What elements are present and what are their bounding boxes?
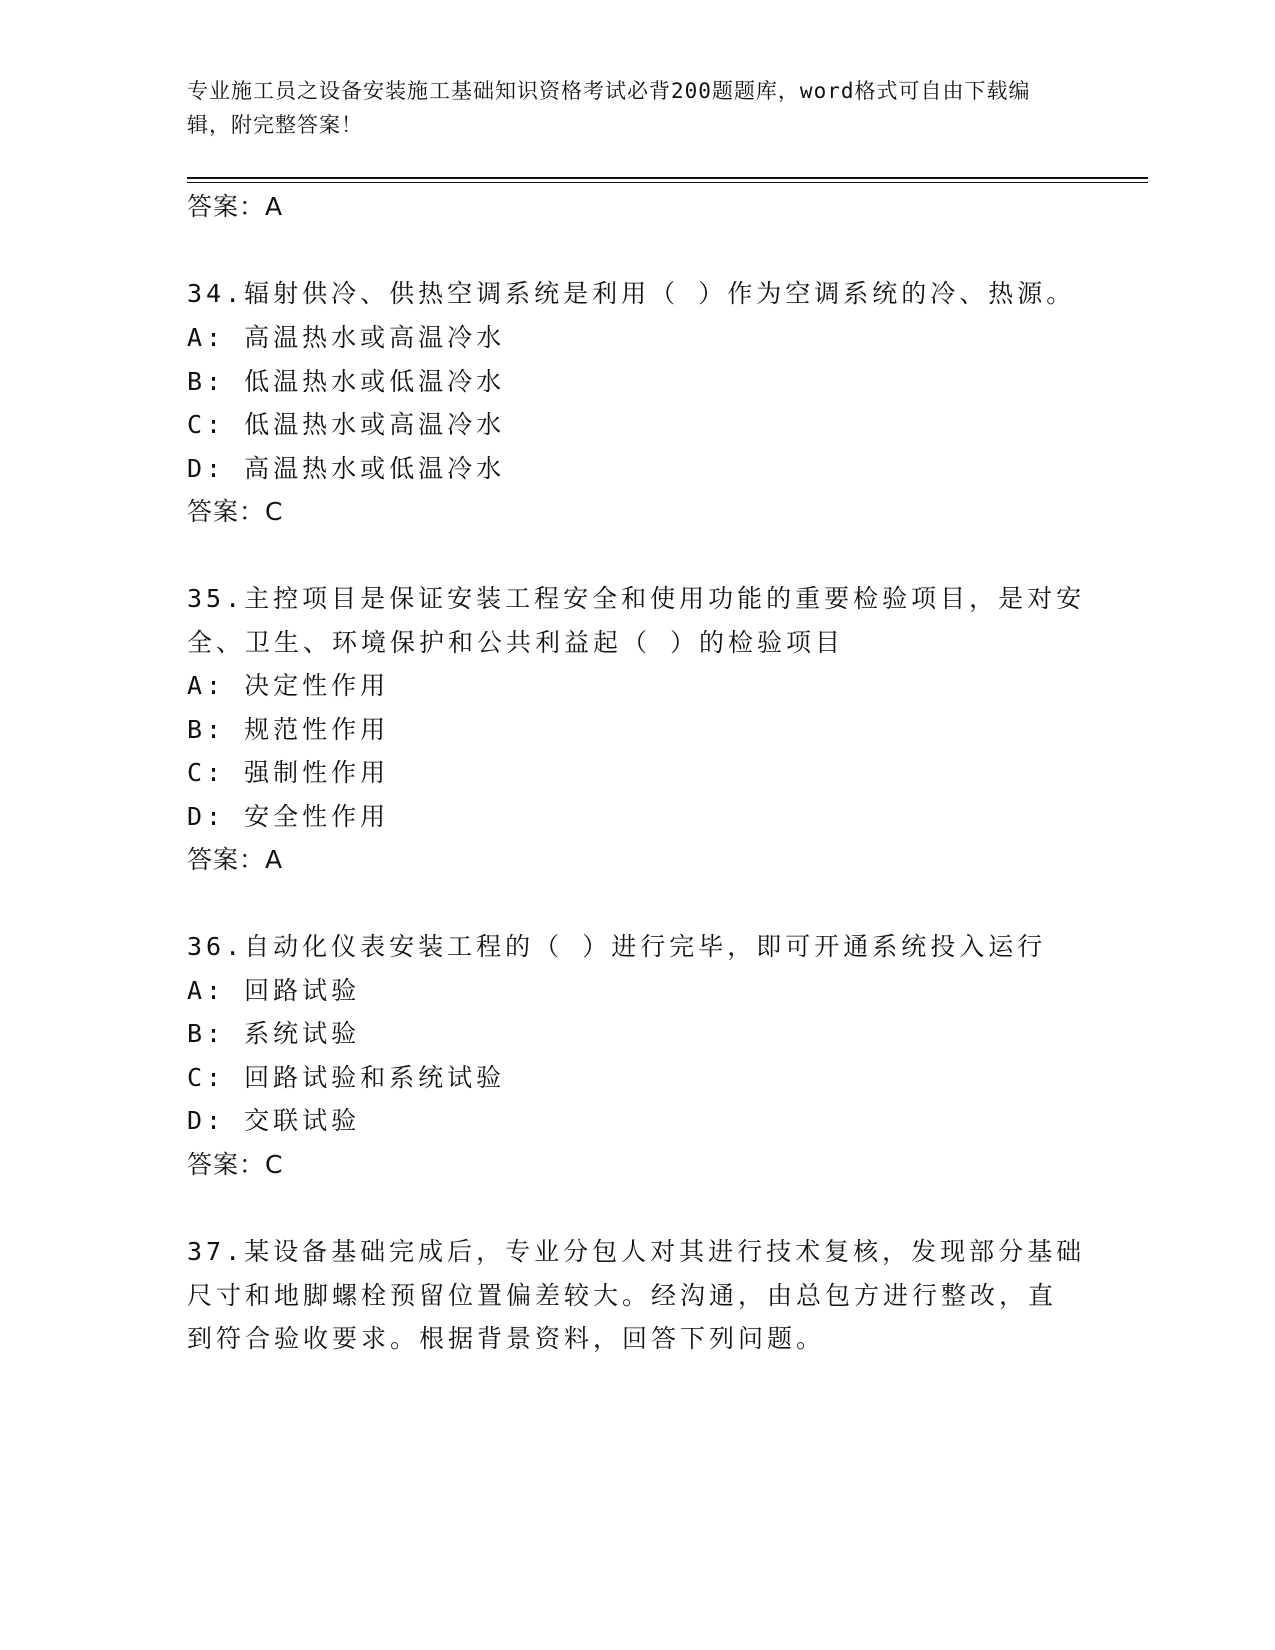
answer-36: 答案：C xyxy=(187,1150,284,1179)
question-34-stem: 34.辐射供冷、供热空调系统是利用（ ）作为空调系统的冷、热源。 xyxy=(187,279,1076,308)
question-35-option-a: A: 决定性作用 xyxy=(187,671,390,700)
question-36-option-a: A: 回路试验 xyxy=(187,976,361,1005)
question-35-stem-line-2: 全、卫生、环境保护和公共利益起（ ）的检验项目 xyxy=(187,628,845,657)
header-divider-thick xyxy=(187,177,1148,179)
question-35-option-b: B: 规范性作用 xyxy=(187,715,390,744)
question-34-option-d: D: 高温热水或低温冷水 xyxy=(187,454,506,483)
question-36-option-c: C: 回路试验和系统试验 xyxy=(187,1063,506,1092)
question-36-option-d: D: 交联试验 xyxy=(187,1106,361,1135)
question-35-option-c: C: 强制性作用 xyxy=(187,758,390,787)
question-37-stem-line-2: 尺寸和地脚螺栓预留位置偏差较大。经沟通，由总包方进行整改，直 xyxy=(187,1281,1058,1310)
question-35-stem-line-1: 35.主控项目是保证安装工程安全和使用功能的重要检验项目，是对安 xyxy=(187,584,1086,613)
header-divider-thin xyxy=(187,182,1148,183)
question-35-option-d: D: 安全性作用 xyxy=(187,802,390,831)
question-34-option-c: C: 低温热水或高温冷水 xyxy=(187,410,506,439)
document-header: 专业施工员之设备安装施工基础知识资格考试必背200题题库，word格式可自由下载编辑，附完整答案！ xyxy=(187,79,1031,137)
answer-33: 答案：A xyxy=(187,192,284,221)
question-37-stem-line-1: 37.某设备基础完成后，专业分包人对其进行技术复核，发现部分基础 xyxy=(187,1237,1086,1266)
answer-35: 答案：A xyxy=(187,845,284,874)
question-36-option-b: B: 系统试验 xyxy=(187,1019,361,1048)
question-34-option-b: B: 低温热水或低温冷水 xyxy=(187,367,506,396)
answer-34: 答案：C xyxy=(187,497,284,526)
question-34-option-a: A: 高温热水或高温冷水 xyxy=(187,323,506,352)
question-37-stem-line-3: 到符合验收要求。根据背景资料，回答下列问题。 xyxy=(187,1324,826,1353)
question-36-stem: 36.自动化仪表安装工程的（ ）进行完毕，即可开通系统投入运行 xyxy=(187,932,1047,961)
